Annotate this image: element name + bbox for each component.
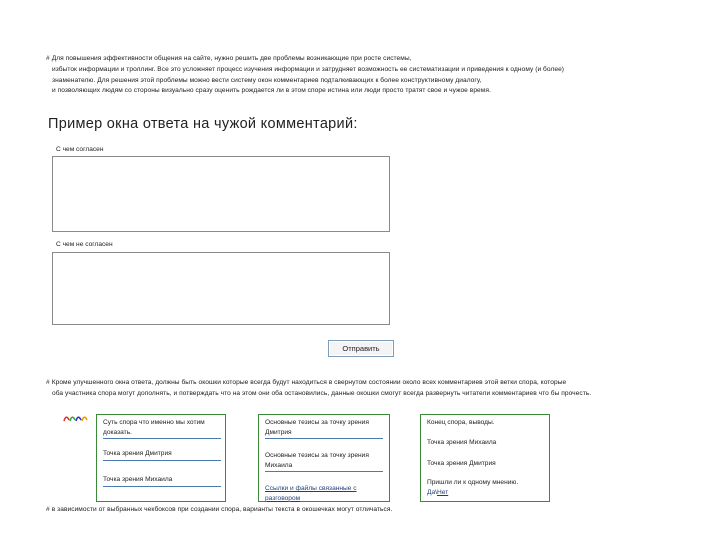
box3-conclusion[interactable]: Конец спора, выводы. — [427, 419, 495, 426]
colorful-logo-icon — [62, 412, 90, 424]
box1-dispute-essence[interactable]: Суть спора что именно мы хотим доказать. — [103, 418, 221, 439]
note2-marker: # — [46, 379, 50, 386]
summary-box-theses[interactable] — [258, 414, 390, 502]
answer-separator: \ — [435, 489, 437, 496]
box1-view-dmitry[interactable]: Точка зрения Дмитрия — [103, 449, 221, 461]
intro-line-4: и позволяющих людям со стороны визуально сразу оценить рождается ли в этом споре истина или люди просто тратят свое и чужое время. — [52, 87, 491, 95]
intro-line-3: знаменателю. Для решения этой проблемы можно вести систему окон комментариев подталкивающих к более конструктивному диалогу, — [52, 76, 482, 84]
agree-label: С чем согласен — [56, 146, 104, 153]
box2-theses-dmitry[interactable]: Основные тезисы за точку зрения Дмитрия — [265, 418, 383, 439]
answer-no-link[interactable]: Нет — [436, 489, 449, 496]
box3-view-dmitry[interactable]: Точка зрения Дмитрия — [427, 460, 496, 467]
box3-agreement-question: Пришли ли к одному мнению. — [427, 479, 519, 486]
answer-yes-link[interactable]: Да — [427, 489, 436, 496]
footer-line: # в зависимости от выбранных чекбоксов при создании спора, варианты текста в окошечках могут отличаться. — [46, 506, 393, 513]
intro-line-1: # Для повышения эффективности общения на сайте, нужно решить две проблемы возникающие при росте системы, — [46, 55, 412, 62]
secondary-note — [46, 378, 591, 400]
box3-view-mikhail[interactable]: Точка зрения Михаила — [427, 439, 497, 446]
submit-button[interactable]: Отправить — [328, 340, 394, 357]
box2-theses-mikhail[interactable]: Основные тезисы за точку зрения Михаила — [265, 451, 383, 472]
intro-marker: # — [46, 55, 50, 62]
agree-textarea[interactable] — [52, 156, 390, 232]
disagree-textarea[interactable] — [52, 252, 390, 325]
summary-box-dispute[interactable] — [96, 414, 226, 502]
footer-marker: # — [46, 506, 50, 513]
form-title: Пример окна ответа на чужой комментарий: — [48, 116, 358, 132]
disagree-label: С чем не согласен — [56, 241, 113, 248]
note2-line-1: # Кроме улучшенного окна ответа, должны быть окошки которые всегда будут находиться в свернутом состоянии около всех комментариев этой ветки спора, которые — [46, 379, 567, 386]
note2-line-2: оба участника спора могут дополнять, и потверждать что на этом они оба остановились, данные окошки смогут всегда развернуть читатели комментариев что бы прочесть. — [52, 389, 592, 397]
footer-note — [46, 505, 392, 516]
box3-agreement-answer — [427, 488, 448, 498]
intro-note — [46, 54, 564, 97]
summary-box-conclusion[interactable] — [420, 414, 550, 502]
intro-line-2: избыток информации и троллинг. Все это усложняет процесс изучения информации и затрудняет возможность ее систематизации и приведения к одному (и более) — [52, 65, 565, 73]
box1-view-mikhail[interactable]: Точка зрения Михаила — [103, 475, 221, 487]
box2-links-files[interactable]: Ссылки и файлы связанные с разговором — [265, 485, 357, 502]
